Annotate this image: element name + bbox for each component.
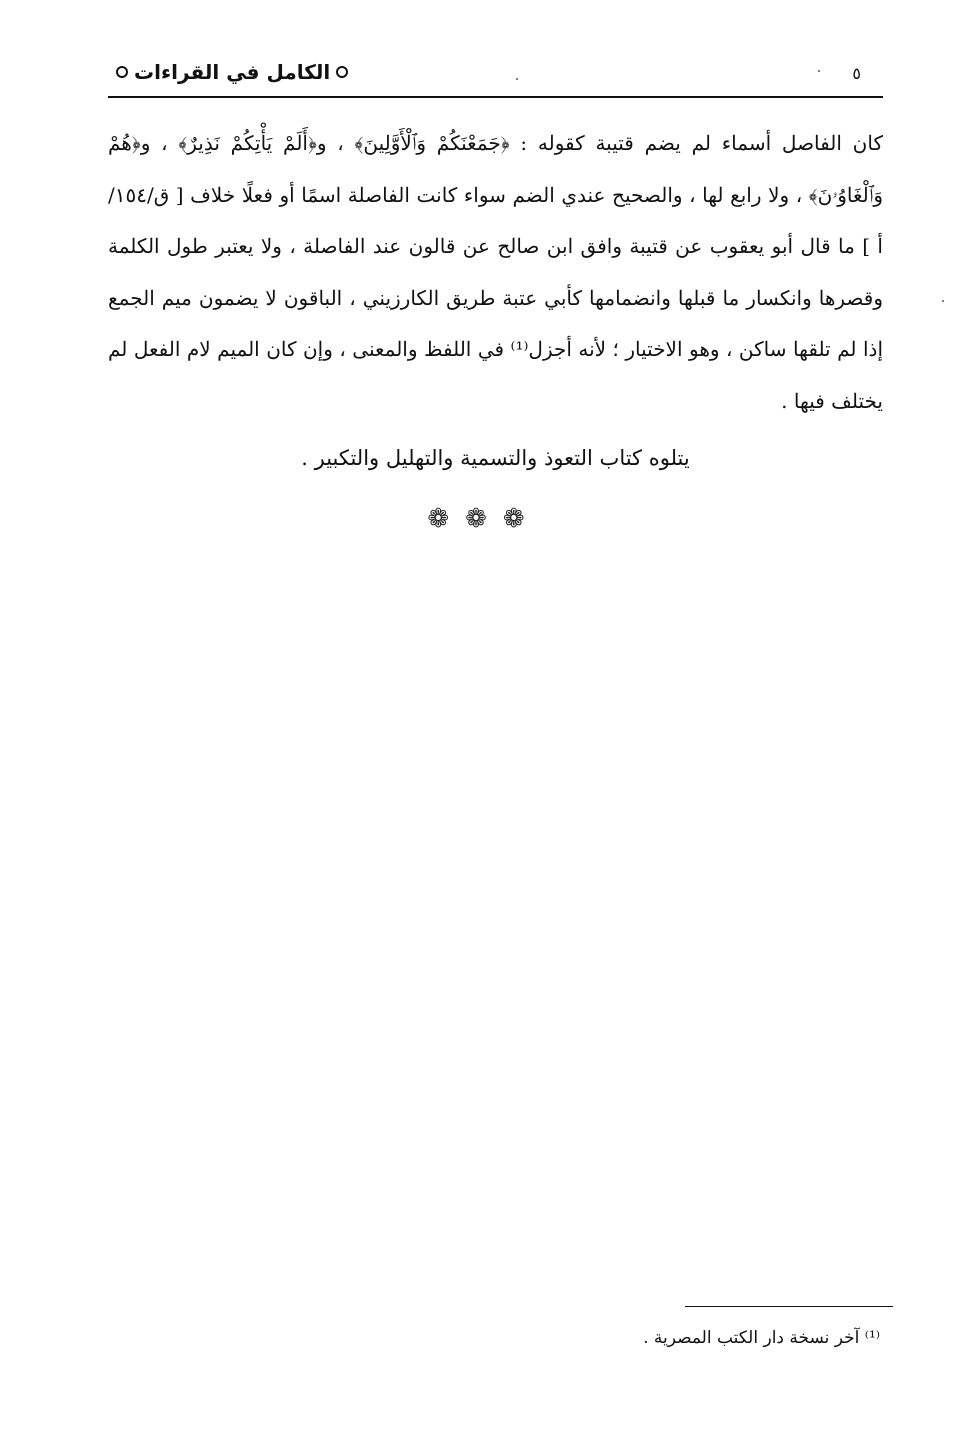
scan-speck bbox=[516, 78, 518, 80]
ring-ornament-right bbox=[336, 66, 348, 78]
book-title-text: الكامل في القراءات bbox=[134, 60, 331, 84]
scan-speck bbox=[942, 300, 944, 302]
book-title bbox=[116, 60, 348, 84]
main-paragraph: كان الفاصل أسماء لم يضم قتيبة كقوله : ﴿جَمَعْنَكُمْ وَٱلْأَوَّلِينَ﴾ ، و﴿أَلَمْ يَأْتِكُمْ نَذِيرٌ﴾ ، و﴿هُمْ وَٱلْغَاوُۥنَ﴾ ، ولا رابع لها ، والصحيح عندي الضم سواء كانت الفاصلة اسمًا أو فعلًا خلاف [ ق/١٥٤/أ ] ما قال أبو يعقوب عن قتيبة وافق ابن صالح عن قالون عند الفاصلة ، ولا يعتبر طول الكلمة وقصرها وانكسار ما قبلها وانضمامها كأبي عتبة طريق الكارزيني ، الباقون لا يضمون ميم الجمع إذا لم تلقها ساكن ، وهو الاختيار ؛ لأنه أجزل⁽¹⁾ في اللفظ والمعنى ، وإن كان الميم لام الفعل لم يختلف فيها . bbox=[108, 131, 883, 413]
scan-speck bbox=[818, 70, 820, 72]
main-text bbox=[108, 118, 883, 428]
closing-line: يتلوه كتاب التعوذ والتسمية والتهليل والتكبير . bbox=[301, 446, 690, 470]
section-end-ornaments: ❁❁❁ bbox=[427, 504, 541, 534]
footnote-divider bbox=[685, 1306, 893, 1307]
footnote: ⁽¹⁾ آخر نسخة دار الكتب المصرية . bbox=[643, 1328, 880, 1348]
ring-ornament-left bbox=[116, 66, 128, 78]
running-header bbox=[108, 52, 883, 98]
page-number: ٥ bbox=[852, 64, 861, 83]
